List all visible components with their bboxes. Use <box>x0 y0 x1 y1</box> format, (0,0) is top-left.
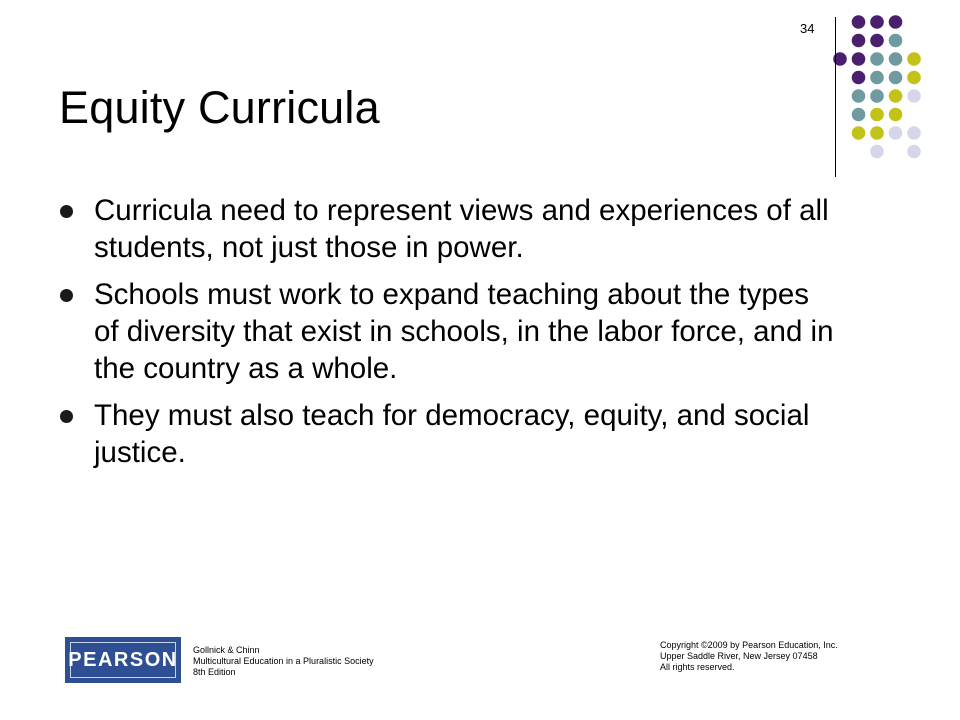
decorative-dot <box>907 52 921 66</box>
decorative-dot <box>870 15 884 29</box>
copyright-info <box>660 640 838 673</box>
page-number: 34 <box>800 21 815 36</box>
bullet-icon <box>60 205 73 218</box>
pearson-logo <box>65 637 181 683</box>
decorative-dot <box>889 71 903 85</box>
decorative-dot <box>907 71 921 85</box>
decorative-dot <box>907 145 921 159</box>
bullet-list <box>60 192 840 481</box>
book-authors: Gollnick & Chinn <box>193 645 260 655</box>
copyright-line: Copyright ©2009 by Pearson Education, Inc. <box>660 640 838 650</box>
decorative-dot <box>889 126 903 140</box>
decorative-dot <box>889 52 903 66</box>
vertical-divider <box>835 17 836 177</box>
decorative-dot <box>889 15 903 29</box>
bullet-text: They must also teach for democracy, equity, and social justice. <box>94 399 810 469</box>
decorative-dot <box>870 89 884 103</box>
decorative-dot <box>852 126 866 140</box>
decorative-dot <box>852 89 866 103</box>
decorative-dot <box>907 89 921 103</box>
bullet-icon <box>60 410 73 423</box>
decorative-dot <box>907 126 921 140</box>
bullet-item <box>60 276 840 387</box>
publisher-address: Upper Saddle River, New Jersey 07458 <box>660 651 818 661</box>
book-title: Multicultural Education in a Pluralistic Society <box>193 656 374 666</box>
book-edition: 8th Edition <box>193 667 236 677</box>
decorative-dot <box>852 71 866 85</box>
bullet-icon <box>60 289 73 302</box>
slide-title: Equity Curricula <box>59 82 380 133</box>
bullet-text: Schools must work to expand teaching about the types of diversity that exist in schools, in the labor force, and in the country as a whole. <box>94 278 834 385</box>
pearson-logo-text: PEARSON <box>70 642 176 678</box>
book-info <box>193 645 374 678</box>
decorative-dot <box>870 108 884 122</box>
decorative-dot <box>870 71 884 85</box>
bullet-item <box>60 397 840 471</box>
decorative-dot <box>852 108 866 122</box>
decorative-dot <box>889 34 903 48</box>
decorative-dot <box>870 145 884 159</box>
rights-reserved: All rights reserved. <box>660 662 735 672</box>
decorative-dot <box>870 34 884 48</box>
decorative-dot <box>852 34 866 48</box>
bullet-text: Curricula need to represent views and experiences of all students, not just those in power. <box>94 194 829 264</box>
decorative-dot <box>870 52 884 66</box>
decorative-dot <box>852 52 866 66</box>
decorative-dot <box>852 15 866 29</box>
decorative-dot <box>889 89 903 103</box>
decorative-dot <box>870 126 884 140</box>
bullet-item <box>60 192 840 266</box>
decorative-dot <box>889 108 903 122</box>
